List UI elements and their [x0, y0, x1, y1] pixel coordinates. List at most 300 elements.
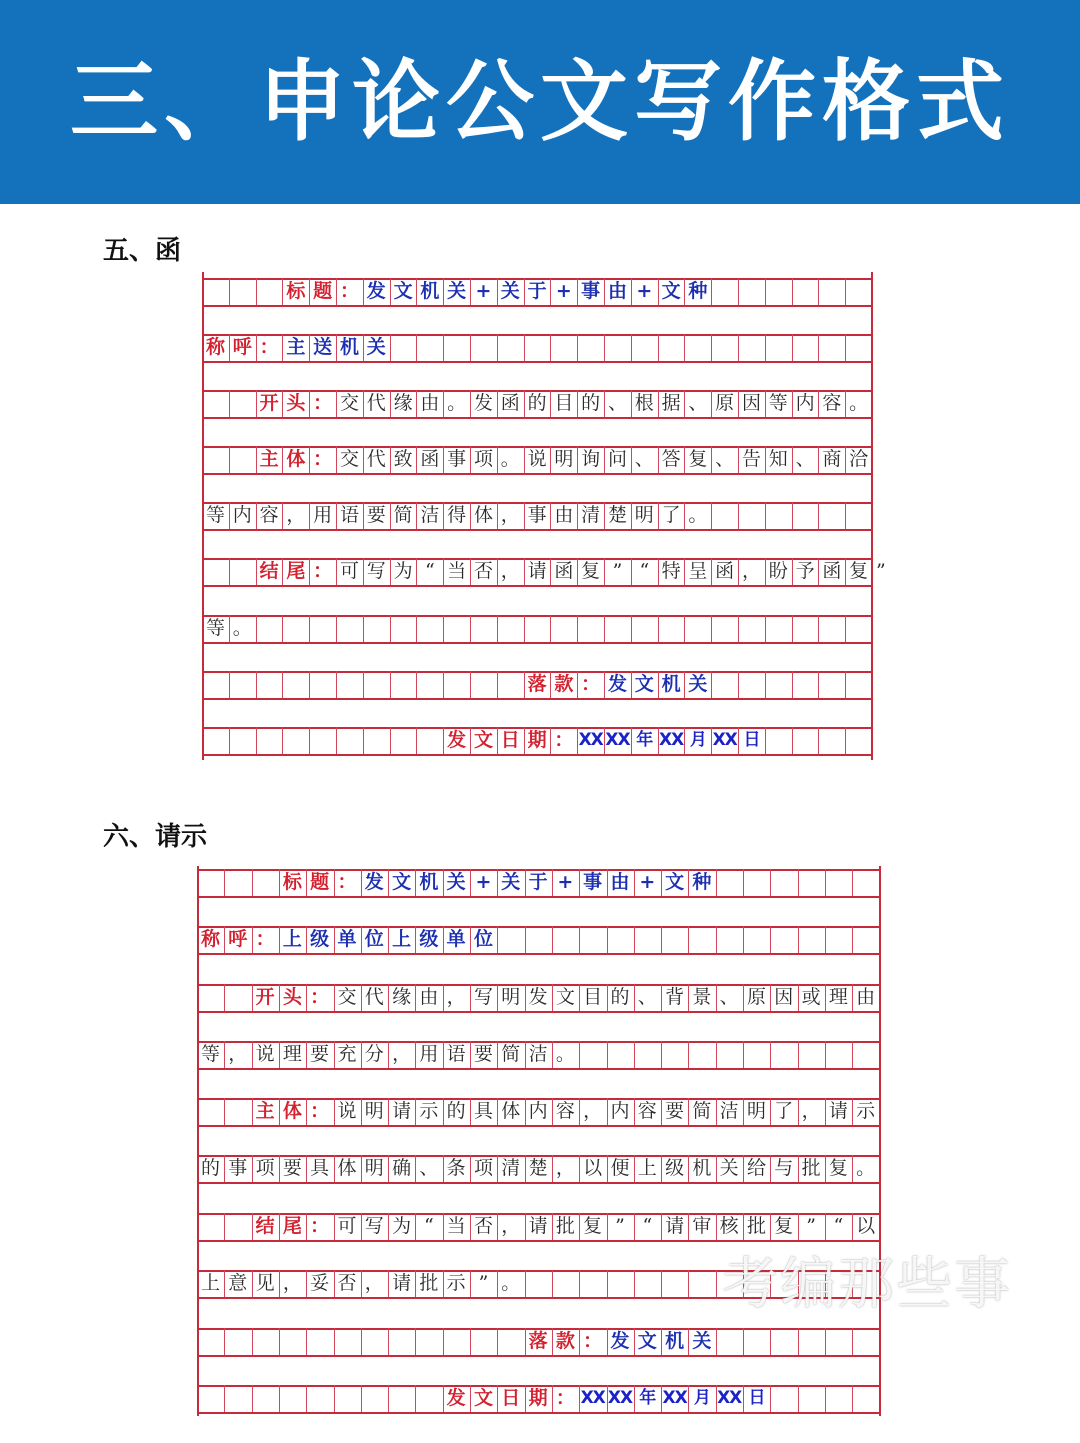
grid-cell-divider: [765, 278, 766, 305]
grid-cell-divider: [852, 869, 853, 896]
grid-char: 年: [639, 1388, 656, 1408]
grid-char: 知: [768, 448, 788, 470]
grid-char: 函: [822, 560, 842, 582]
grid-char: 发: [528, 986, 548, 1008]
grid-char: “: [424, 1215, 434, 1237]
grid-char: 尾: [282, 1215, 302, 1237]
grid-char: 清: [581, 504, 601, 526]
grid-char: 的: [581, 392, 601, 414]
grid-line: [202, 585, 872, 587]
page-title: 三、申论公文写作格式: [69, 50, 1010, 153]
grid-char: 洁: [719, 1100, 739, 1122]
grid-char: 给: [746, 1157, 766, 1179]
grid-cell-divider: [577, 615, 578, 642]
grid-char: 送: [313, 336, 333, 358]
grid-cell-divider: [661, 1270, 662, 1297]
grid-char: 关: [501, 871, 521, 893]
grid-char: 可: [337, 1215, 357, 1237]
grid-char: 。: [447, 392, 467, 414]
grid-char: 函: [715, 560, 735, 582]
grid-cell-divider: [470, 671, 471, 698]
grid-cell-divider: [524, 615, 525, 642]
grid-char: 见: [255, 1272, 275, 1294]
grid-char: 当: [447, 560, 467, 582]
watermark: 考编那些事: [722, 1252, 1012, 1317]
grid-char: 告: [741, 448, 761, 470]
grid-cell-divider: [798, 1328, 799, 1355]
grid-cell-divider: [770, 869, 771, 896]
grid-char: XX: [607, 1388, 633, 1408]
grid-char: 交: [337, 986, 357, 1008]
grid-char: 开: [259, 392, 279, 414]
grid-cell-divider: [282, 615, 283, 642]
grid-char: 。: [232, 617, 252, 639]
grid-cell-divider: [765, 615, 766, 642]
grid-char: 函: [500, 392, 520, 414]
grid-char: ”: [876, 560, 886, 582]
grid-char: 函: [420, 448, 440, 470]
grid-line: [202, 417, 872, 419]
grid-char: 为: [393, 560, 413, 582]
request-format-grid: [197, 866, 879, 1416]
grid-char: 以: [583, 1157, 603, 1179]
grid-char: ：: [339, 280, 359, 302]
grid-line: [197, 1412, 880, 1414]
grid-line: [197, 1125, 880, 1127]
grid-cell-divider: [224, 984, 225, 1011]
grid-cell-divider: [770, 1041, 771, 1068]
grid-char: XX: [605, 730, 630, 750]
grid-char: 上: [200, 1272, 220, 1294]
grid-char: 否: [473, 560, 493, 582]
grid-cell-divider: [631, 615, 632, 642]
grid-cell-divider: [497, 1328, 498, 1355]
grid-char: “: [425, 560, 435, 582]
grid-cell-divider: [497, 615, 498, 642]
grid-cell-divider: [363, 615, 364, 642]
grid-char: 体: [282, 1100, 302, 1122]
grid-char: 的: [610, 986, 630, 1008]
grid-cell-divider: [716, 926, 717, 953]
grid-char: XX: [662, 1388, 687, 1408]
grid-line: [202, 473, 872, 475]
grid-char: 机: [692, 1157, 712, 1179]
grid-cell-divider: [525, 926, 526, 953]
grid-char: 称: [200, 928, 220, 950]
grid-char: 种: [692, 871, 712, 893]
grid-cell-divider: [279, 1328, 280, 1355]
grid-cell-divider: [306, 1385, 307, 1412]
grid-char: 落: [528, 1330, 548, 1352]
grid-cell-divider: [743, 1041, 744, 1068]
grid-cell-divider: [845, 671, 846, 698]
grid-cell-divider: [309, 615, 310, 642]
grid-cell-divider: [852, 1041, 853, 1068]
grid-char: 示: [856, 1100, 876, 1122]
grid-cell-divider: [825, 869, 826, 896]
grid-char: +: [475, 280, 492, 302]
grid-cell-divider: [738, 278, 739, 305]
section-heading-request: 六、请示: [103, 822, 208, 852]
grid-cell-divider: [845, 502, 846, 529]
grid-char: 要: [665, 1100, 685, 1122]
grid-cell-divider: [792, 671, 793, 698]
grid-cell-divider: [634, 1270, 635, 1297]
grid-char: 由: [856, 986, 876, 1008]
grid-cell-divider: [229, 278, 230, 305]
grid-char: 上: [282, 928, 302, 950]
grid-char: 容: [259, 504, 279, 526]
grid-cell-divider: [738, 671, 739, 698]
title-banner: [0, 0, 1080, 204]
grid-char: 要: [310, 1043, 330, 1065]
grid-char: 。: [849, 392, 869, 414]
grid-char: 代: [364, 986, 384, 1008]
grid-char: 得: [447, 504, 467, 526]
grid-char: 称: [205, 336, 225, 358]
grid-char: 关: [446, 871, 466, 893]
grid-cell-divider: [252, 1328, 253, 1355]
grid-char: 。: [501, 1272, 521, 1294]
grid-char: 简: [692, 1100, 712, 1122]
grid-char: 清: [501, 1157, 521, 1179]
grid-char: 请: [527, 560, 547, 582]
grid-char: 文: [661, 280, 681, 302]
grid-cell-divider: [607, 1041, 608, 1068]
grid-char: 日: [743, 730, 760, 750]
grid-line: [202, 698, 872, 700]
grid-char: 关: [688, 673, 708, 695]
grid-cell-divider: [770, 1328, 771, 1355]
letter-format-grid: [202, 272, 886, 760]
grid-cell-divider: [363, 671, 364, 698]
grid-char: 因: [774, 986, 794, 1008]
grid-cell-divider: [361, 1385, 362, 1412]
grid-char: 缘: [392, 986, 412, 1008]
grid-char: 由: [419, 986, 439, 1008]
grid-cell-divider: [607, 926, 608, 953]
grid-cell-divider: [579, 926, 580, 953]
grid-line: [202, 615, 872, 617]
grid-char: 关: [366, 336, 386, 358]
grid-char: 目: [554, 392, 574, 414]
grid-char: 、: [795, 448, 815, 470]
grid-char: 单: [337, 928, 357, 950]
grid-char: 体: [501, 1100, 521, 1122]
grid-char: 由: [420, 392, 440, 414]
grid-char: 复: [688, 448, 708, 470]
grid-char: 项: [473, 448, 493, 470]
grid-char: 用: [313, 504, 333, 526]
grid-cell-divider: [282, 671, 283, 698]
grid-cell-divider: [470, 334, 471, 361]
grid-char: 与: [774, 1157, 794, 1179]
grid-char: ，: [801, 1100, 821, 1122]
grid-cell-divider: [765, 334, 766, 361]
grid-char: 理: [282, 1043, 302, 1065]
grid-char: 发: [364, 871, 384, 893]
grid-line: [202, 361, 872, 363]
grid-char: 语: [339, 504, 359, 526]
grid-right-edge: [871, 272, 873, 760]
grid-char: 体: [473, 504, 493, 526]
grid-cell-divider: [661, 926, 662, 953]
grid-char: ：: [554, 729, 574, 751]
grid-cell-divider: [390, 727, 391, 754]
grid-cell-divider: [604, 334, 605, 361]
grid-char: 批: [419, 1272, 439, 1294]
grid-char: 可: [339, 560, 359, 582]
grid-char: 答: [661, 448, 681, 470]
grid-char: 核: [719, 1215, 739, 1237]
grid-line: [197, 1068, 880, 1070]
grid-cell-divider: [825, 1041, 826, 1068]
grid-char: 商: [822, 448, 842, 470]
grid-char: 妥: [310, 1272, 330, 1294]
grid-cell-divider: [306, 1328, 307, 1355]
grid-cell-divider: [229, 671, 230, 698]
grid-char: 款: [555, 1330, 575, 1352]
grid-cell-divider: [309, 671, 310, 698]
grid-char: 要: [473, 1043, 493, 1065]
grid-char: 内: [610, 1100, 630, 1122]
grid-char: 、: [688, 392, 708, 414]
grid-char: 简: [393, 504, 413, 526]
grid-char: ：: [310, 1215, 330, 1237]
grid-cell-divider: [252, 1385, 253, 1412]
grid-cell-divider: [792, 502, 793, 529]
grid-char: ，: [555, 1157, 575, 1179]
grid-char: 目: [583, 986, 603, 1008]
grid-char: 。: [688, 504, 708, 526]
grid-char: ，: [282, 1272, 302, 1294]
grid-cell-divider: [631, 334, 632, 361]
grid-cell-divider: [443, 615, 444, 642]
grid-cell-divider: [497, 671, 498, 698]
grid-char: 尾: [286, 560, 306, 582]
grid-char: 明: [746, 1100, 766, 1122]
grid-char: ：: [310, 986, 330, 1008]
grid-char: 因: [741, 392, 761, 414]
grid-cell-divider: [550, 615, 551, 642]
grid-cell-divider: [792, 334, 793, 361]
grid-char: XX: [580, 1388, 605, 1408]
grid-char: ：: [313, 448, 333, 470]
grid-char: 当: [446, 1215, 466, 1237]
grid-char: 洽: [849, 448, 869, 470]
grid-char: 年: [636, 730, 653, 750]
grid-line: [202, 529, 872, 531]
grid-char: “: [642, 1215, 653, 1237]
grid-char: 日: [501, 1387, 521, 1409]
grid-char: 楚: [528, 1157, 548, 1179]
grid-char: 上: [637, 1157, 657, 1179]
grid-cell-divider: [470, 615, 471, 642]
grid-char: 。: [500, 448, 520, 470]
grid-char: 条: [446, 1157, 466, 1179]
grid-cell-divider: [336, 671, 337, 698]
grid-char: 交: [339, 392, 359, 414]
grid-char: 文: [393, 280, 413, 302]
grid-char: 明: [634, 504, 654, 526]
grid-cell-divider: [279, 1385, 280, 1412]
grid-char: +: [475, 871, 492, 893]
grid-cell-divider: [845, 334, 846, 361]
grid-cell-divider: [684, 334, 685, 361]
grid-cell-divider: [577, 334, 578, 361]
grid-char: 批: [801, 1157, 821, 1179]
grid-char: 致: [393, 448, 413, 470]
grid-char: 语: [446, 1043, 466, 1065]
grid-cell-divider: [229, 727, 230, 754]
grid-char: 机: [665, 1330, 685, 1352]
grid-char: 呈: [688, 560, 708, 582]
grid-char: 审: [692, 1215, 712, 1237]
grid-char: 机: [661, 673, 681, 695]
grid-cell-divider: [852, 1328, 853, 1355]
grid-char: 项: [255, 1157, 275, 1179]
grid-cell-divider: [229, 446, 230, 473]
grid-cell-divider: [416, 334, 417, 361]
grid-cell-divider: [607, 1270, 608, 1297]
grid-char: 或: [801, 986, 821, 1008]
grid-char: 复: [774, 1215, 794, 1237]
grid-cell-divider: [416, 671, 417, 698]
grid-cell-divider: [252, 869, 253, 896]
grid-char: 函: [554, 560, 574, 582]
grid-char: 种: [688, 280, 708, 302]
grid-char: 具: [473, 1100, 493, 1122]
grid-char: 事: [583, 871, 603, 893]
grid-char: ，: [364, 1272, 384, 1294]
grid-char: 以: [856, 1215, 876, 1237]
grid-cell-divider: [550, 334, 551, 361]
grid-cell-divider: [497, 334, 498, 361]
grid-char: 。: [856, 1157, 876, 1179]
grid-char: 说: [527, 448, 547, 470]
grid-char: 批: [555, 1215, 575, 1237]
grid-char: 要: [366, 504, 386, 526]
grid-cell-divider: [415, 1385, 416, 1412]
grid-char: 项: [473, 1157, 493, 1179]
grid-char: +: [639, 871, 656, 893]
grid-char: 日: [500, 729, 520, 751]
grid-line: [197, 953, 880, 955]
grid-char: 日: [748, 1388, 765, 1408]
grid-char: ，: [500, 504, 520, 526]
grid-char: 了: [774, 1100, 794, 1122]
grid-cell-divider: [792, 278, 793, 305]
grid-char: ：: [583, 1330, 603, 1352]
grid-cell-divider: [852, 1385, 853, 1412]
grid-cell-divider: [792, 615, 793, 642]
grid-cell-divider: [818, 615, 819, 642]
grid-cell-divider: [256, 671, 257, 698]
grid-line: [197, 1011, 880, 1013]
grid-cell-divider: [798, 926, 799, 953]
grid-cell-divider: [336, 615, 337, 642]
grid-char: 示: [419, 1100, 439, 1122]
grid-char: 便: [610, 1157, 630, 1179]
grid-cell-divider: [825, 1385, 826, 1412]
grid-char: 上: [392, 928, 412, 950]
grid-char: 明: [364, 1100, 384, 1122]
grid-cell-divider: [579, 1041, 580, 1068]
grid-cell-divider: [390, 671, 391, 698]
grid-char: 发: [610, 1330, 630, 1352]
grid-char: 内: [232, 504, 252, 526]
grid-cell-divider: [798, 1385, 799, 1412]
grid-char: ”: [806, 1215, 816, 1237]
grid-cell-divider: [716, 1328, 717, 1355]
grid-char: 请: [392, 1272, 412, 1294]
grid-char: ”: [478, 1272, 489, 1294]
grid-char: 了: [661, 504, 681, 526]
grid-cell-divider: [792, 727, 793, 754]
grid-char: 复: [583, 1215, 603, 1237]
grid-char: 简: [501, 1043, 521, 1065]
grid-char: 请: [665, 1215, 685, 1237]
grid-cell-divider: [770, 926, 771, 953]
grid-char: 于: [527, 280, 547, 302]
grid-char: ，: [228, 1043, 248, 1065]
grid-char: 关: [719, 1157, 739, 1179]
grid-cell-divider: [470, 1328, 471, 1355]
grid-char: 据: [661, 392, 681, 414]
grid-char: 题: [310, 871, 330, 893]
grid-char: ，: [392, 1043, 412, 1065]
grid-char: 结: [255, 1215, 275, 1237]
grid-char: 位: [473, 928, 493, 950]
grid-cell-divider: [363, 727, 364, 754]
grid-cell-divider: [416, 615, 417, 642]
grid-cell-divider: [224, 1213, 225, 1240]
grid-char: 问: [607, 448, 627, 470]
grid-char: 机: [419, 871, 439, 893]
grid-cell-divider: [224, 1098, 225, 1125]
grid-char: XX: [712, 730, 737, 750]
grid-char: 予: [795, 560, 815, 582]
grid-char: 说: [337, 1100, 357, 1122]
grid-char: 。: [555, 1043, 575, 1065]
grid-cell-divider: [818, 671, 819, 698]
grid-char: 代: [366, 392, 386, 414]
grid-char: 具: [310, 1157, 330, 1179]
grid-char: “: [833, 1215, 844, 1237]
grid-char: ，: [741, 560, 761, 582]
grid-char: 开: [255, 986, 275, 1008]
grid-char: 容: [555, 1100, 575, 1122]
grid-line: [202, 754, 872, 756]
grid-char: ，: [500, 560, 520, 582]
grid-char: 特: [661, 560, 681, 582]
grid-char: +: [636, 280, 653, 302]
grid-char: 期: [527, 729, 547, 751]
grid-char: 主: [255, 1100, 275, 1122]
grid-char: 款: [554, 673, 574, 695]
grid-char: 文: [392, 871, 412, 893]
grid-char: 写: [364, 1215, 384, 1237]
grid-char: 充: [337, 1043, 357, 1065]
grid-char: 头: [286, 392, 306, 414]
grid-char: 月: [693, 1388, 710, 1408]
grid-char: 明: [501, 986, 521, 1008]
grid-char: ：: [259, 336, 279, 358]
grid-char: 询: [581, 448, 601, 470]
grid-cell-divider: [818, 502, 819, 529]
grid-char: 要: [282, 1157, 302, 1179]
grid-cell-divider: [497, 926, 498, 953]
